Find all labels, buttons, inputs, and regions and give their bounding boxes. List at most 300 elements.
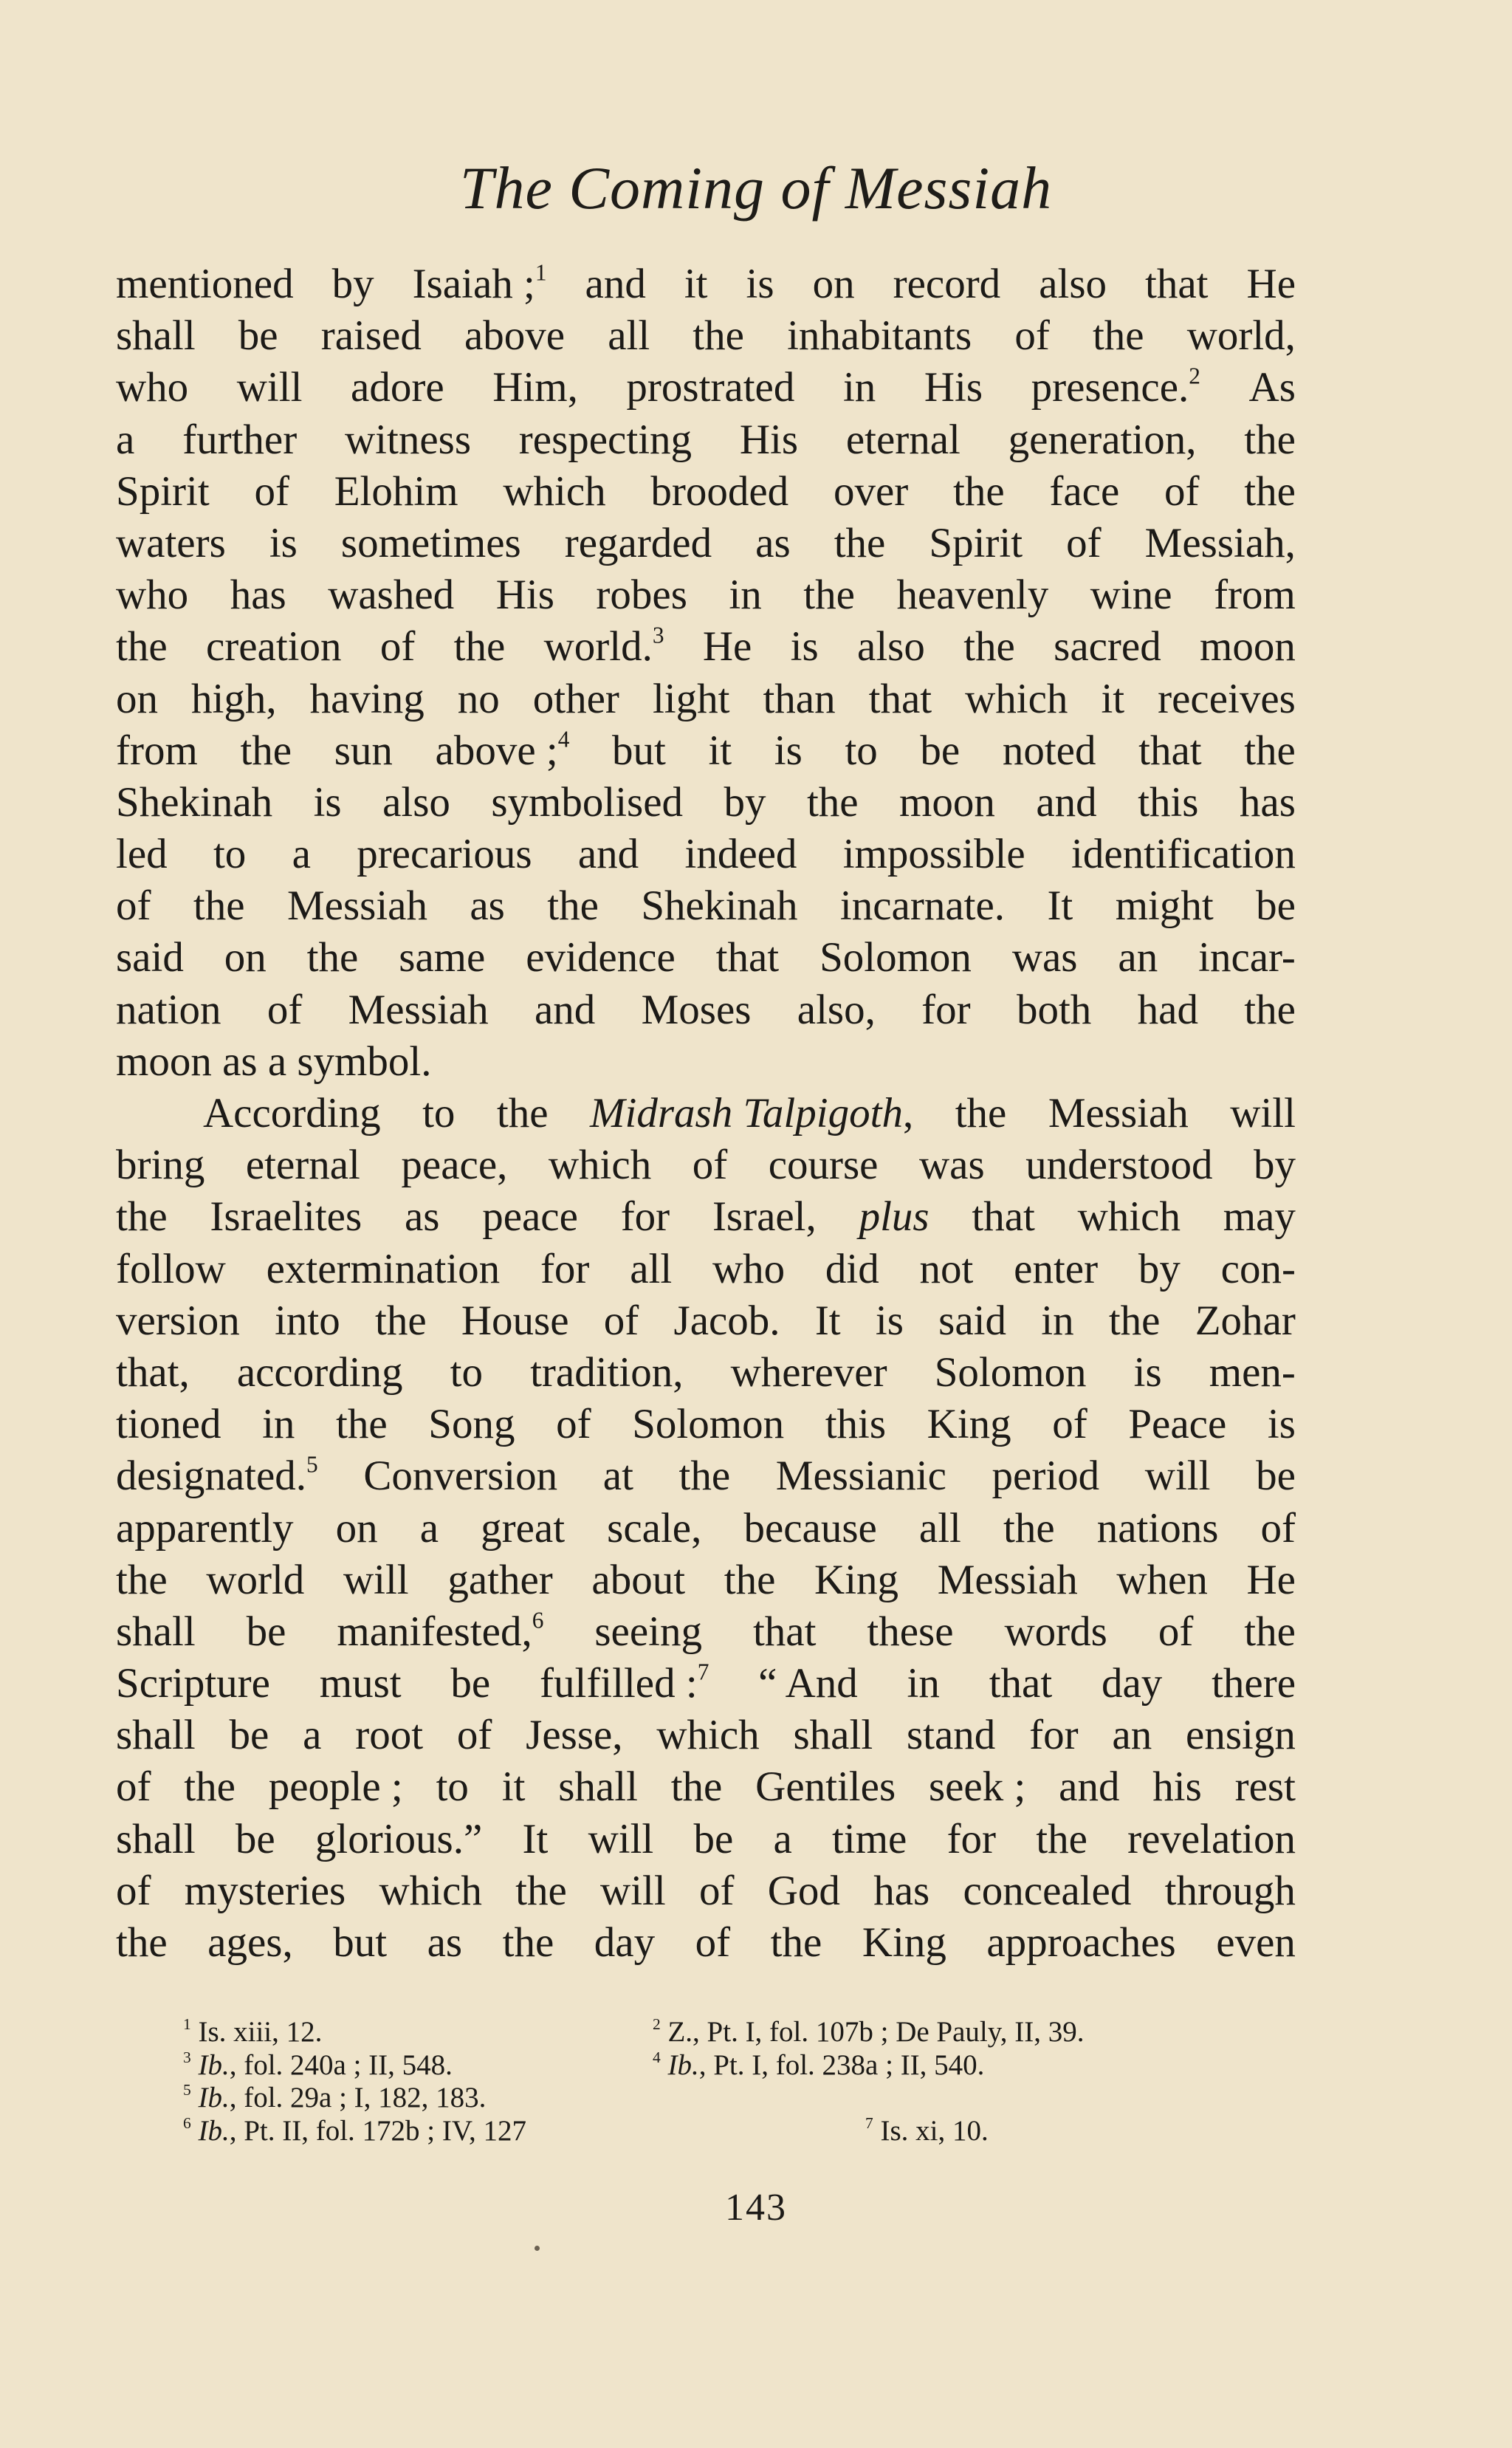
word: of	[254, 467, 289, 515]
word: as	[470, 882, 505, 930]
word: was	[919, 1142, 985, 1189]
footnote-row	[183, 2115, 1313, 2148]
word-group	[116, 725, 198, 777]
word-group	[303, 1710, 321, 1761]
word: understood	[1025, 1142, 1213, 1189]
word-group	[436, 1761, 469, 1813]
word-group	[1158, 1606, 1193, 1658]
word: in	[729, 572, 762, 619]
word-group	[116, 673, 158, 725]
word: Is. xi, 10.	[880, 2114, 989, 2147]
word: is	[1267, 1401, 1296, 1448]
word: designated.	[116, 1453, 307, 1500]
footnote-ref[interactable]: 5	[306, 1451, 318, 1478]
word-group	[206, 1554, 304, 1606]
word: Messiah	[348, 986, 489, 1033]
word: did	[825, 1245, 879, 1292]
word: Solomon	[934, 1348, 1087, 1396]
word: into	[275, 1297, 340, 1344]
word-group	[1240, 777, 1296, 829]
word: the	[1003, 1504, 1055, 1552]
text-line	[116, 1191, 1296, 1243]
word-group	[740, 414, 798, 466]
word: be	[920, 727, 961, 774]
word: the	[1244, 416, 1296, 463]
word: when	[1116, 1556, 1208, 1603]
word: witness	[345, 416, 471, 463]
word-group	[594, 1917, 655, 1969]
footnote-2	[653, 2016, 1084, 2049]
word-group	[530, 1347, 683, 1399]
italic-text: Ib.	[667, 2048, 699, 2081]
word: also	[382, 778, 450, 826]
word: bring	[116, 1142, 205, 1189]
word-group	[873, 1865, 929, 1917]
text-line	[116, 1917, 1296, 1969]
word: had	[1137, 986, 1198, 1033]
word: of	[1260, 1504, 1296, 1552]
word-group	[1214, 569, 1296, 621]
italic-text: Midrash Talpigoth	[590, 1090, 903, 1136]
running-head: The Coming of Messiah	[459, 154, 1053, 222]
word-group	[695, 1917, 730, 1969]
word: even	[1216, 1919, 1296, 1966]
word-group	[955, 1088, 1007, 1139]
word: in	[1041, 1297, 1074, 1344]
word: peace	[482, 1193, 578, 1241]
word-group	[703, 621, 752, 673]
word-group	[907, 1658, 940, 1710]
word: according	[236, 1348, 403, 1396]
word: follow	[116, 1245, 226, 1292]
word-group	[834, 518, 886, 569]
word-group	[116, 829, 168, 880]
word: shall	[116, 312, 196, 360]
word: shall	[558, 1763, 638, 1811]
word: Israelites	[210, 1193, 362, 1241]
word: root	[355, 1712, 424, 1759]
word-group	[544, 621, 664, 673]
word-group	[382, 777, 450, 829]
word: the	[952, 467, 1005, 515]
word-group	[612, 725, 666, 777]
word: con-	[1220, 1245, 1296, 1292]
word-group	[791, 621, 819, 673]
word: scale,	[607, 1504, 702, 1552]
word-group	[924, 362, 983, 414]
word: about	[591, 1556, 686, 1603]
footnote-number: 5	[183, 2080, 191, 2099]
word: of	[556, 1401, 591, 1448]
footnote-ref[interactable]: 6	[532, 1607, 544, 1633]
word: revelation	[1127, 1815, 1296, 1862]
word: eternal	[845, 416, 961, 463]
word-group	[422, 1088, 455, 1139]
word: through	[1164, 1867, 1296, 1914]
word: King	[927, 1401, 1011, 1448]
word-group	[1029, 1710, 1078, 1761]
word: be	[238, 312, 278, 360]
word: He	[1246, 261, 1296, 307]
word-group	[420, 1503, 439, 1554]
word-group	[919, 1503, 961, 1554]
word: the	[336, 1401, 388, 1448]
word: and	[1036, 778, 1097, 826]
word: shall	[116, 1815, 196, 1862]
word: He	[1246, 1556, 1296, 1603]
word: rest	[1234, 1763, 1296, 1811]
word: wine	[1090, 572, 1172, 619]
word-group	[1145, 1450, 1211, 1502]
word: wherever	[730, 1348, 887, 1396]
word-group	[336, 1503, 378, 1554]
word-group	[116, 880, 151, 932]
word-group	[450, 1347, 483, 1399]
word-group	[755, 518, 790, 569]
word-group	[1187, 310, 1296, 362]
word-group	[333, 1917, 387, 1969]
word: and	[534, 986, 596, 1033]
word-group	[716, 932, 779, 984]
word: of	[267, 986, 303, 1033]
word: above	[464, 312, 566, 360]
word-group	[413, 258, 547, 310]
word-group	[345, 414, 471, 466]
word: as	[404, 1193, 440, 1241]
word: will	[1230, 1090, 1296, 1136]
word: than	[763, 675, 836, 722]
word: to	[845, 727, 878, 774]
footnote-ref[interactable]: 2	[1189, 363, 1200, 389]
word-group	[116, 1503, 294, 1554]
footnote-number: 4	[653, 2048, 661, 2066]
word: incar-	[1198, 934, 1296, 981]
word: by	[724, 778, 766, 826]
text-line	[116, 1658, 1296, 1710]
word-group	[630, 1244, 672, 1295]
word-group	[238, 310, 278, 362]
word: Zohar	[1195, 1297, 1296, 1344]
word: period	[992, 1453, 1100, 1500]
word-group	[876, 1295, 904, 1347]
word: great	[481, 1504, 566, 1552]
word-group	[938, 1554, 1078, 1606]
word-group	[314, 777, 342, 829]
word: which	[1077, 1193, 1181, 1241]
word: the	[693, 312, 744, 360]
word: indeed	[684, 831, 797, 878]
word-group	[693, 1139, 727, 1191]
footnote-ref[interactable]: 7	[697, 1659, 709, 1685]
word-group	[315, 1814, 482, 1865]
paper-speck	[535, 2246, 540, 2251]
text-line	[116, 1347, 1296, 1399]
word-group	[1138, 1244, 1181, 1295]
word: will	[1144, 1453, 1211, 1500]
word-group	[590, 1088, 913, 1139]
word: version	[116, 1297, 240, 1344]
word: was	[1011, 934, 1078, 981]
word-group	[355, 1710, 423, 1761]
word: , fol. 29a ; I, 182, 183.	[229, 2082, 487, 2113]
word: Solomon	[819, 934, 972, 981]
word-group	[857, 621, 925, 673]
word-group	[503, 1917, 554, 1969]
word-group	[116, 1710, 196, 1761]
word-group	[334, 466, 458, 518]
word: the	[1036, 1815, 1087, 1862]
word: that	[715, 934, 780, 981]
word: It	[1047, 882, 1073, 930]
word-group	[1165, 1865, 1296, 1917]
word: which	[548, 1142, 652, 1189]
word: is	[790, 623, 819, 671]
word: said	[116, 934, 184, 981]
word-group	[834, 466, 908, 518]
word-group	[929, 518, 1023, 569]
word: a	[116, 416, 135, 463]
word: who	[116, 572, 189, 619]
word-group	[497, 1088, 549, 1139]
word: seek ;	[928, 1763, 1026, 1811]
footnote-ref[interactable]: 3	[652, 622, 664, 648]
word: is	[774, 727, 803, 774]
word: the	[770, 1919, 822, 1966]
word: It	[522, 1815, 549, 1862]
word-group	[533, 673, 619, 725]
word-group	[540, 1244, 589, 1295]
word-group	[275, 1295, 340, 1347]
text-line	[116, 932, 1296, 984]
word: record	[893, 261, 1001, 307]
text-line	[116, 1244, 1296, 1295]
word: world	[206, 1556, 305, 1603]
word-group	[292, 829, 311, 880]
word: eternal	[245, 1142, 360, 1189]
word-group	[240, 725, 292, 777]
italic-text: plus	[859, 1193, 929, 1241]
word: waters	[116, 519, 226, 566]
text-line	[116, 880, 1296, 932]
word-group	[1209, 1347, 1296, 1399]
word-group	[1145, 258, 1208, 310]
word: Israel,	[712, 1193, 817, 1241]
footnote-3	[183, 2049, 453, 2082]
word: for	[540, 1245, 590, 1292]
word-group	[246, 1139, 360, 1191]
word-group	[832, 1814, 907, 1865]
footnote-row	[183, 2082, 1313, 2115]
word: the	[496, 1090, 549, 1136]
word: of	[695, 1919, 731, 1966]
word-group	[813, 258, 855, 310]
word: As	[1248, 364, 1296, 411]
word: be	[693, 1815, 734, 1862]
word-group	[1212, 1658, 1296, 1710]
word: of	[1014, 312, 1050, 360]
text-line	[116, 1036, 1296, 1088]
word: an	[1112, 1712, 1152, 1759]
word-group	[1036, 777, 1096, 829]
word: that	[868, 675, 932, 722]
word: in	[842, 364, 876, 411]
footnote-ref[interactable]: 1	[535, 259, 547, 286]
word-group	[935, 1347, 1087, 1399]
word-group	[843, 362, 876, 414]
word: nation	[116, 986, 221, 1033]
word-group	[1003, 725, 1096, 777]
text-line	[116, 829, 1296, 880]
word-group	[1256, 880, 1296, 932]
footnote-ref[interactable]: 4	[557, 726, 570, 752]
word: other	[532, 675, 619, 722]
word: that	[752, 1608, 817, 1655]
word: Elohim	[334, 467, 458, 515]
word: face	[1049, 467, 1120, 515]
word-group	[519, 414, 692, 466]
footnote-number: 3	[183, 2048, 191, 2066]
word-group	[986, 1917, 1175, 1969]
word-group	[116, 258, 294, 310]
word: which	[379, 1867, 482, 1914]
word: the	[834, 519, 886, 566]
word: all	[918, 1504, 961, 1552]
text-line	[116, 1088, 1296, 1139]
word: the	[515, 1867, 567, 1914]
word: Conversion	[363, 1453, 558, 1500]
word-group	[787, 310, 972, 362]
word: an	[1118, 934, 1158, 981]
word: by	[331, 261, 374, 307]
word: ages,	[207, 1919, 293, 1966]
word-group	[774, 1814, 792, 1865]
footnote-5	[183, 2082, 486, 2115]
body-text	[116, 258, 1296, 1969]
word: the	[1244, 1608, 1296, 1655]
word-group	[1097, 1503, 1219, 1554]
word-group	[482, 1191, 578, 1243]
word-group	[1014, 310, 1049, 362]
word: no	[457, 675, 500, 722]
word-group	[938, 1295, 1006, 1347]
word-group	[1101, 673, 1124, 725]
word-group	[191, 673, 277, 725]
paragraph	[116, 1088, 1296, 1969]
text-line	[116, 984, 1296, 1036]
word-group	[116, 1917, 168, 1969]
word: the	[193, 882, 245, 930]
text-line	[116, 1554, 1296, 1606]
word: a	[303, 1712, 322, 1759]
word-group	[116, 1295, 240, 1347]
italic-text: Ib.	[198, 2048, 230, 2081]
word: fulfilled :	[540, 1660, 698, 1707]
word-group	[1102, 1658, 1162, 1710]
word: Z., Pt. I, fol. 107b ; De Pauly, II, 39.	[667, 2016, 1085, 2048]
footnote-4	[653, 2049, 984, 2082]
word-group	[1152, 1761, 1202, 1813]
word-group	[621, 1191, 670, 1243]
word-group	[116, 1244, 226, 1295]
word-group	[1047, 880, 1073, 932]
word-group	[1078, 1191, 1181, 1243]
word: which	[965, 675, 1068, 722]
word: moon as a symbol.	[116, 1038, 432, 1085]
word: a	[419, 1504, 439, 1552]
word: this	[1138, 778, 1199, 826]
word-group	[653, 673, 730, 725]
word-group	[1247, 258, 1296, 310]
footnote-number: 1	[183, 2015, 191, 2033]
word: light	[652, 675, 730, 722]
word-group	[116, 518, 226, 569]
word-group	[116, 1347, 190, 1399]
word-group	[182, 414, 297, 466]
word-group	[1127, 1814, 1296, 1865]
word-group	[1260, 1503, 1295, 1554]
word-group	[427, 1917, 462, 1969]
word: sun	[334, 727, 393, 774]
word: , Pt. I, fol. 238a ; II, 540.	[698, 2048, 985, 2081]
word: noted	[1002, 727, 1096, 774]
word-group	[380, 621, 415, 673]
word: that	[989, 1660, 1053, 1707]
word: his	[1152, 1763, 1202, 1811]
word-group	[116, 569, 188, 621]
word: the	[240, 727, 292, 774]
word: Messiah,	[1144, 519, 1296, 566]
word-group	[724, 777, 766, 829]
word: which	[503, 467, 606, 515]
word-group	[1031, 362, 1200, 414]
word: will	[343, 1556, 409, 1603]
word-group	[671, 1761, 723, 1813]
footnote-row	[183, 2016, 1313, 2049]
word: people ;	[268, 1763, 403, 1811]
word-group	[1118, 932, 1158, 984]
word-group	[746, 258, 774, 310]
word-group	[814, 1554, 898, 1606]
word-group	[116, 1814, 196, 1865]
word: has	[230, 572, 286, 619]
word: Shekinah	[116, 778, 273, 826]
text-line	[116, 1814, 1296, 1865]
word-group	[458, 673, 500, 725]
word: that	[972, 1193, 1035, 1241]
word: seeing	[594, 1608, 702, 1655]
word-group	[1036, 1814, 1087, 1865]
text-line	[116, 310, 1296, 362]
word-group	[116, 984, 221, 1036]
word-group	[807, 777, 859, 829]
word-group	[535, 984, 595, 1036]
word: the	[116, 1556, 168, 1603]
word-group	[547, 880, 599, 932]
word-group	[224, 932, 267, 984]
word: for	[1029, 1712, 1079, 1759]
word-group	[1008, 414, 1197, 466]
word-group	[679, 1450, 731, 1502]
word-group	[825, 1244, 879, 1295]
word: washed	[328, 572, 455, 619]
word-group	[819, 932, 972, 984]
word-group	[481, 1503, 565, 1554]
word: the	[1244, 986, 1296, 1033]
word: mentioned	[116, 261, 294, 307]
word-group	[594, 1606, 702, 1658]
word-group	[287, 880, 427, 932]
word-group	[1200, 621, 1296, 673]
